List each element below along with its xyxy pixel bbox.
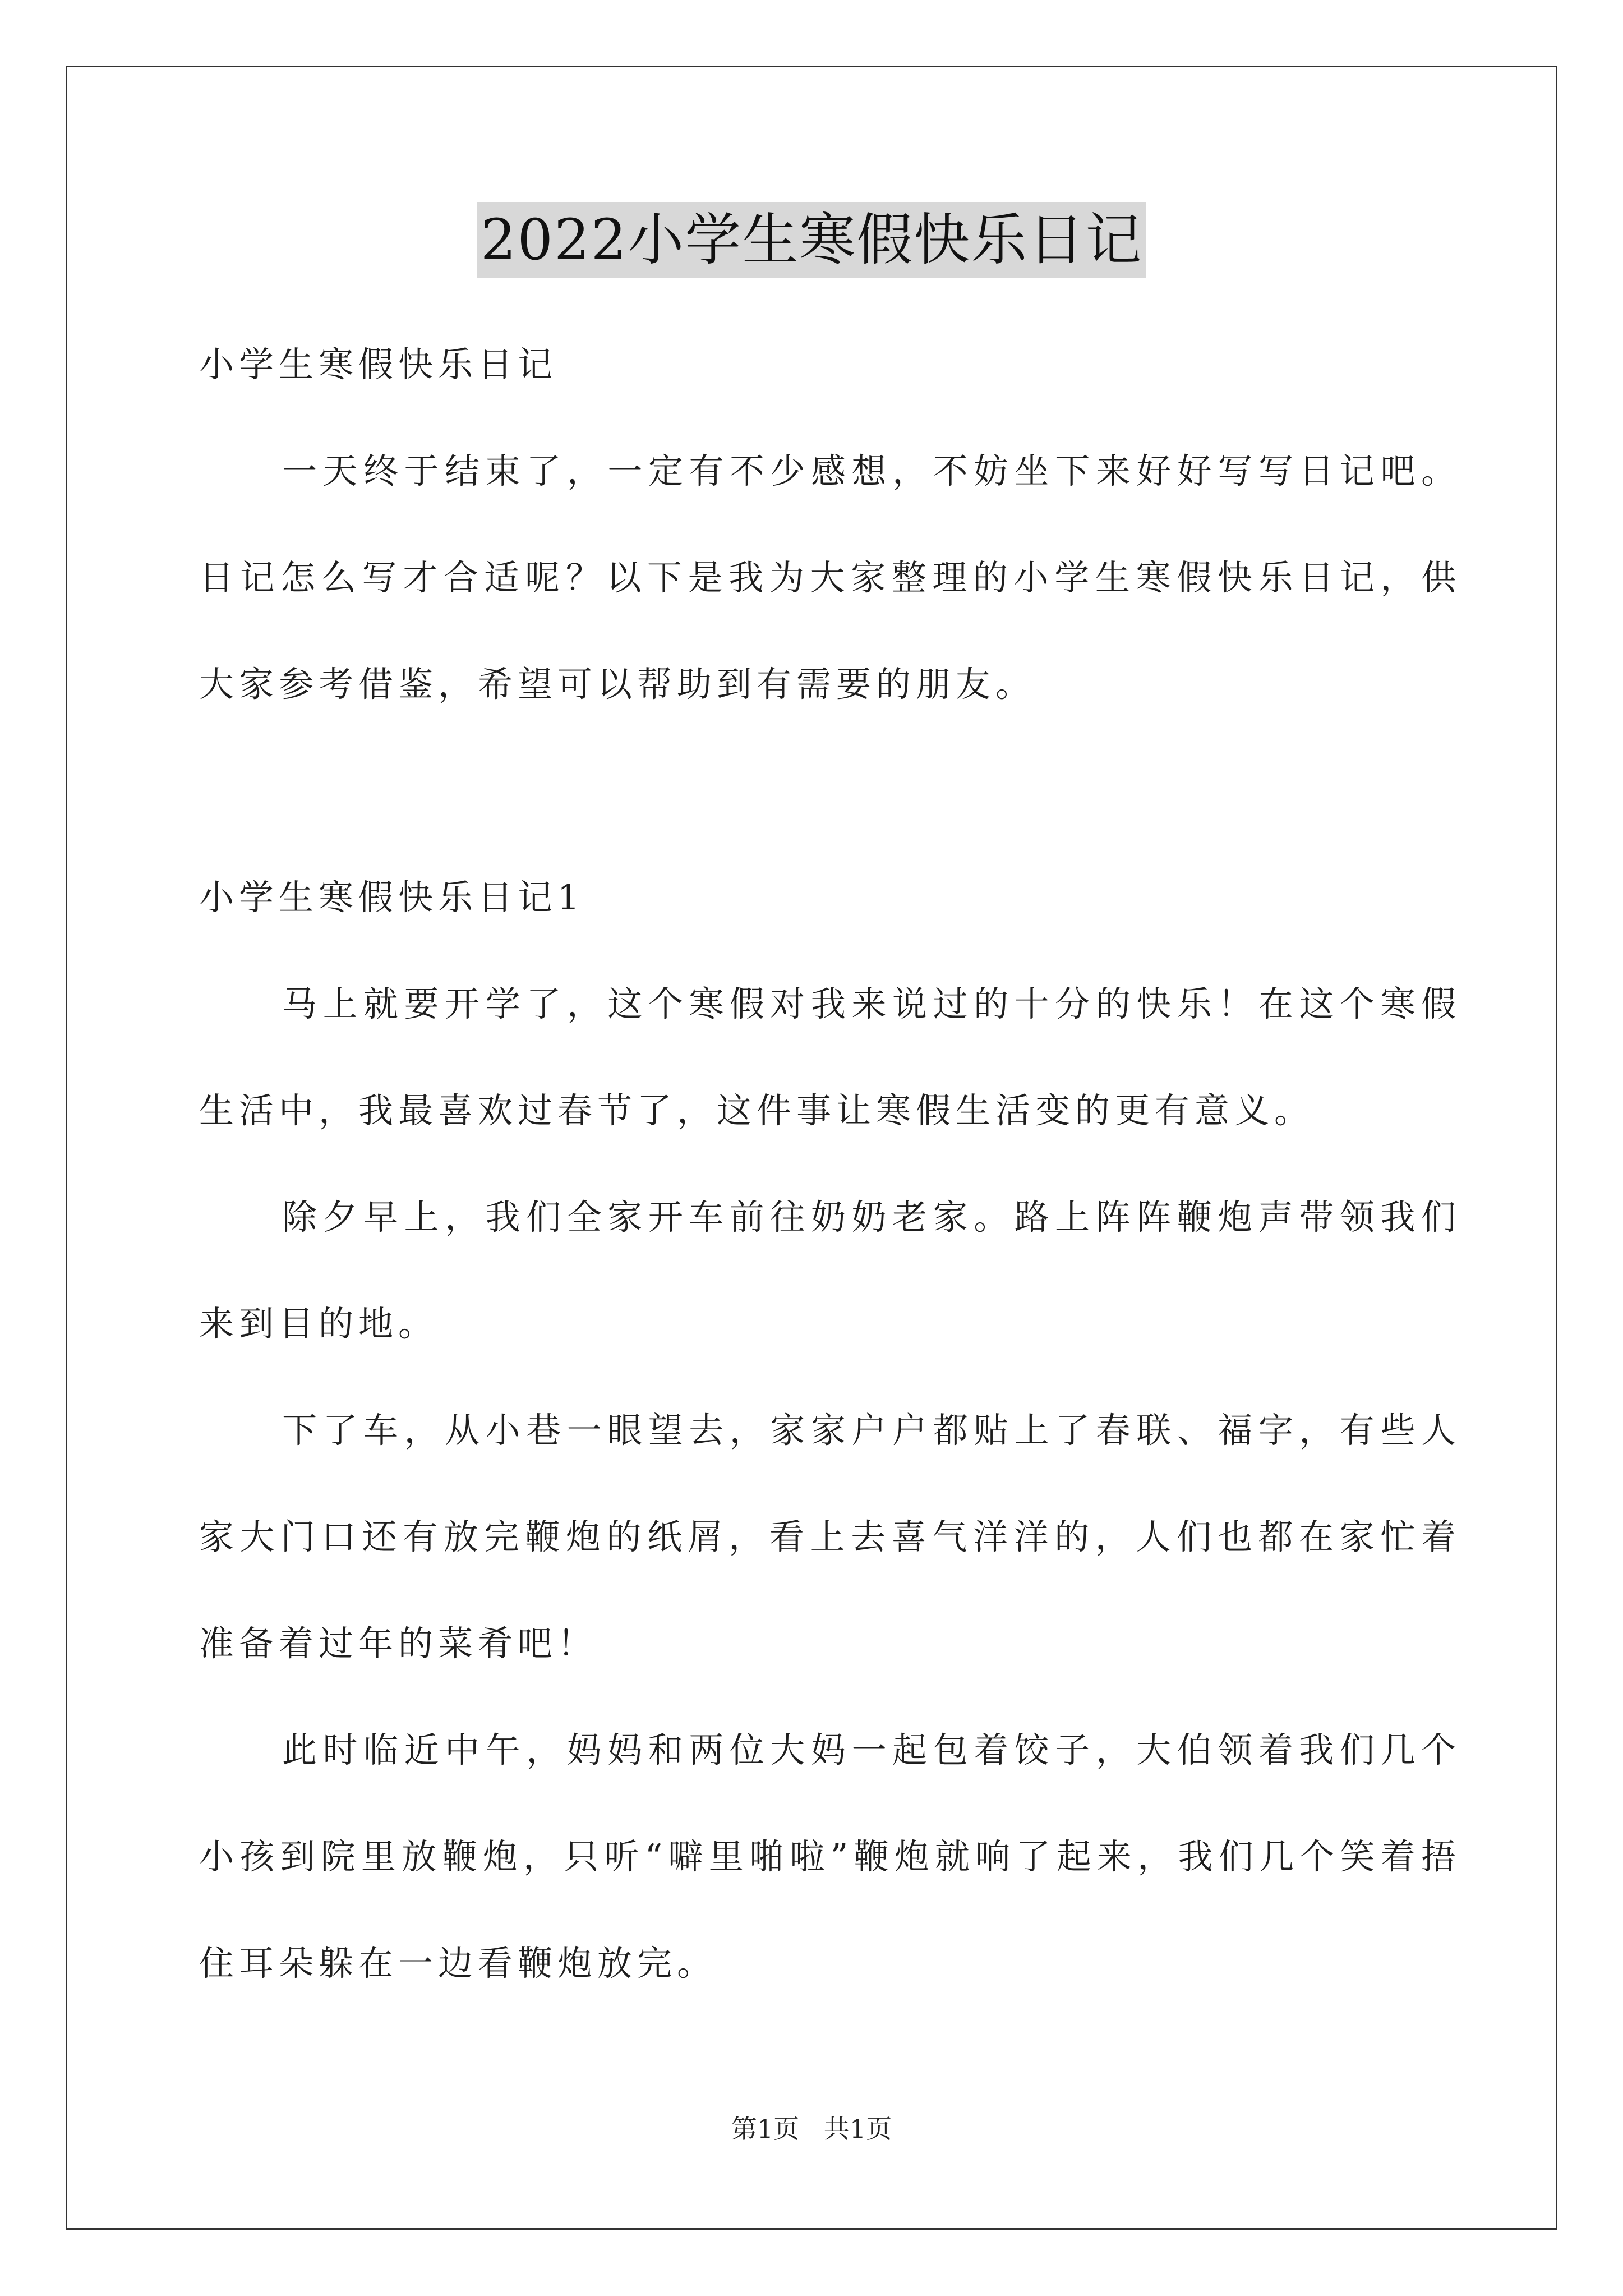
- title-container: [0, 202, 1623, 278]
- body-paragraph-3: 下了车，从小巷一眼望去，家家户户都贴上了春联、福字，有些人家大门口还有放完鞭炮的纸屑，看上去喜气洋洋的，人们也都在家忙着准备着过年的菜肴吧！: [199, 1410, 1461, 1664]
- document-body: [199, 311, 1461, 2017]
- document-title: 2022小学生寒假快乐日记: [477, 202, 1146, 278]
- section-heading: 小学生寒假快乐日记1: [199, 877, 585, 918]
- body-paragraph-1: 马上就要开学了，这个寒假对我来说过的十分的快乐！在这个寒假生活中，我最喜欢过春节了，这件事让寒假生活变的更有意义。: [199, 983, 1461, 1131]
- body-paragraph-2: 除夕早上，我们全家开车前往奶奶老家。路上阵阵鞭炮声带领我们来到目的地。: [199, 1197, 1461, 1344]
- intro-paragraph: 一天终于结束了，一定有不少感想，不妨坐下来好好写写日记吧。日记怎么写才合适呢？以下是我为大家整理的小学生寒假快乐日记，供大家参考借鉴，希望可以帮助到有需要的朋友。: [199, 450, 1461, 705]
- section-spacer: [199, 738, 1461, 844]
- page-footer: 第1页 共1页: [731, 2114, 892, 2144]
- document-subtitle: 小学生寒假快乐日记: [199, 344, 558, 385]
- body-paragraph-4: 此时临近中午，妈妈和两位大妈一起包着饺子，大伯领着我们几个小孩到院里放鞭炮，只听“噼里啪啦”鞭炮就响了起来，我们几个笑着捂住耳朵躲在一边看鞭炮放完。: [199, 1729, 1461, 1984]
